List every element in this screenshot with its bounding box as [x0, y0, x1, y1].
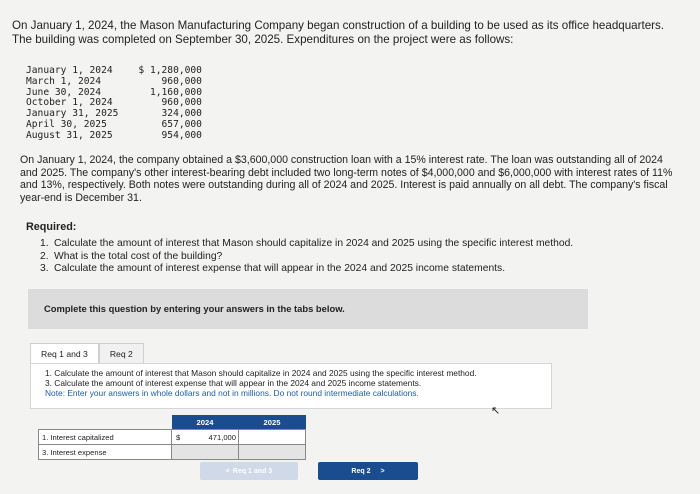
cell-value: 471,000	[208, 432, 236, 442]
header-2025: 2025	[239, 415, 306, 430]
expenditure-amount: 1,160,000	[149, 86, 202, 98]
expenditure-amount: 657,000	[161, 118, 202, 130]
tab-panel	[30, 363, 552, 409]
expenditures-table	[26, 66, 202, 142]
requirement-text: Calculate the amount of interest expense that will appear in the 2024 and 2025 income statements.	[54, 263, 506, 275]
chevron-right-icon: >	[380, 467, 385, 475]
intro-paragraph: On January 1, 2024, the Mason Manufacturing Company began construction of a building to be used as its office headquarters. The building was completed on September 30, 2025. Expenditures on the project were as follows:	[12, 19, 665, 46]
tab-req-1-and-3[interactable]: Req 1 and 3	[30, 343, 99, 363]
expenditure-amount: 960,000	[161, 75, 202, 87]
expenditure-date: March 1, 2024	[26, 75, 102, 87]
requirement-number: 2.	[40, 250, 49, 262]
mouse-cursor-icon: ↖	[491, 405, 501, 417]
requirement-number: 1.	[40, 238, 49, 249]
currency-symbol: $	[176, 432, 181, 442]
requirement-number: 3.	[40, 263, 49, 275]
required-heading: Required:	[26, 221, 77, 233]
input-interest-expense-2024[interactable]	[172, 445, 239, 460]
expenditure-date: October 1, 2024	[26, 97, 113, 109]
requirement-text: Calculate the amount of interest that Mason should capitalize in 2024 and 2025 using the specific interest method.	[54, 238, 574, 249]
prev-req-button[interactable]	[200, 462, 298, 480]
answer-grid	[38, 415, 306, 460]
header-2024: 2024	[172, 415, 239, 430]
input-interest-capitalized-2024[interactable]	[172, 430, 239, 445]
complete-prompt: Complete this question by entering your answers in the tabs below.	[44, 303, 345, 314]
requirement-item	[40, 251, 573, 264]
requirements-list	[40, 238, 573, 276]
next-req-button[interactable]	[318, 462, 418, 480]
row-label: 1. Interest capitalized	[39, 430, 172, 445]
expenditure-date: June 30, 2024	[26, 86, 102, 98]
next-req-label: Req 2	[351, 467, 371, 475]
prev-req-label: Req 1 and 3	[232, 467, 273, 475]
header-blank	[39, 415, 172, 430]
expenditure-amount: 960,000	[161, 97, 202, 109]
input-interest-expense-2025[interactable]	[239, 445, 306, 460]
expenditure-date: April 30, 2025	[26, 118, 107, 130]
complete-prompt-box	[28, 289, 588, 329]
answer-grid-header	[39, 415, 306, 430]
expenditure-row	[26, 77, 202, 88]
expenditure-amount: 954,000	[161, 129, 202, 141]
panel-instructions	[45, 368, 477, 398]
expenditure-row	[26, 131, 202, 142]
panel-line-2: 3. Calculate the amount of interest expense that will appear in the 2024 and 2025 income statements.	[45, 378, 422, 388]
requirement-item	[40, 263, 573, 276]
expenditure-amount: 324,000	[161, 108, 202, 120]
expenditure-date: August 31, 2025	[26, 129, 113, 141]
row-label: 3. Interest expense	[39, 445, 172, 460]
loan-paragraph: On January 1, 2024, the company obtained a $3,600,000 construction loan with a 15% interest rate. The loan was outstanding all of 2024 and 2025. The company's other interest-bearing debt included two long-term notes of $4,000,000 and $6,000,000 with interest rates of 11% and 13%, respectively. Both notes were outstanding during all of 2024 and 2025. Interest is paid annually on all debt. The company's fiscal year-end is December 31.	[20, 154, 673, 204]
expenditure-date: January 31, 2025	[26, 108, 119, 120]
answer-row-interest-expense	[39, 445, 306, 460]
panel-line-1: 1. Calculate the amount of interest that Mason should capitalize in 2024 and 2025 using the specific interest method.	[45, 368, 477, 378]
chevron-left-icon: <	[225, 467, 230, 475]
answer-row-interest-capitalized	[39, 430, 306, 445]
panel-note: Note: Enter your answers in whole dollars and not in millions. Do not round intermediate calculations.	[45, 388, 419, 398]
tab-req-2[interactable]: Req 2	[99, 343, 144, 363]
expenditure-date: January 1, 2024	[26, 65, 113, 76]
requirement-item	[40, 238, 573, 251]
tab-bar	[30, 343, 144, 363]
requirement-text: What is the total cost of the building?	[54, 250, 223, 262]
expenditure-amount: $ 1,280,000	[138, 65, 202, 76]
input-interest-capitalized-2025[interactable]	[239, 430, 306, 445]
